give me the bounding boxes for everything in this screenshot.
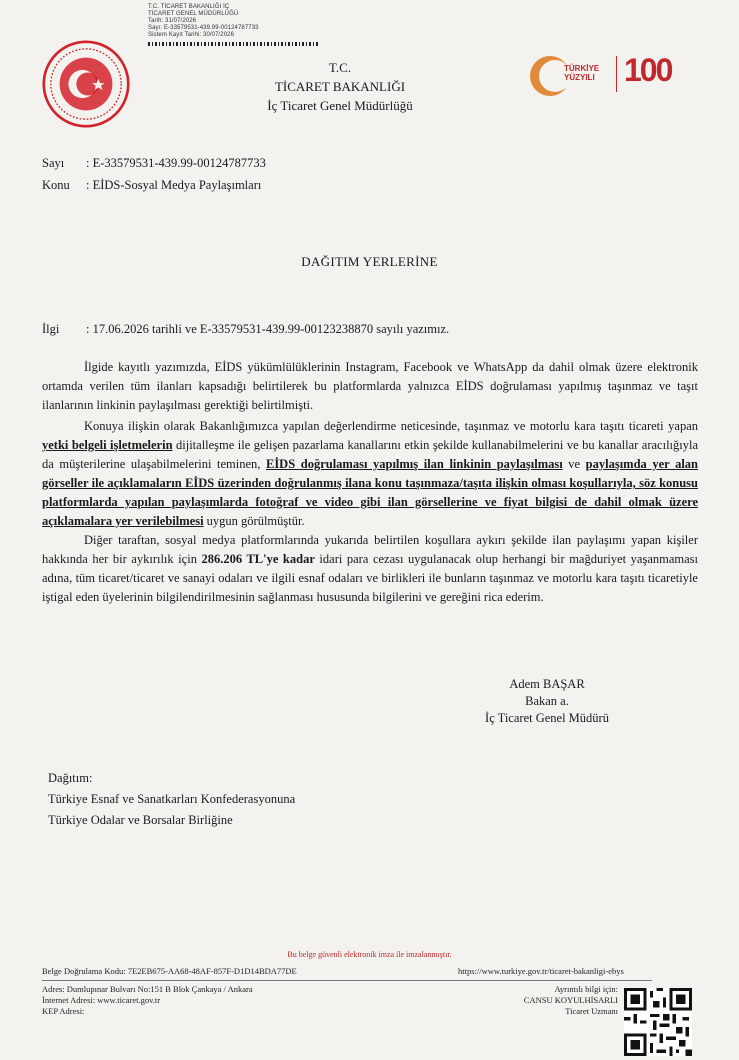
ministry-seal-logo <box>42 40 130 128</box>
sayi-label: Sayı <box>42 156 65 170</box>
footer-kep: KEP Adresi: <box>42 1006 85 1016</box>
document-stamp <box>148 4 318 46</box>
qr-code-icon <box>624 988 692 1056</box>
footer-divider <box>42 980 652 981</box>
text: Diğer taraftan, sosyal medya platformlarında yukarıda belirtilen koşullara aykırı şekilde ilan paylaşımı yapan kişiler hakkında her bir aykırılık için <box>42 533 698 566</box>
header-ministry: TİCARET BAKANLIĞI <box>274 79 406 94</box>
stamp-line: Sayı: E-33579531-439.99-00124787733 <box>148 25 259 31</box>
signatory-title: Bakan a. <box>525 694 569 708</box>
info-label: Ayrıntılı bilgi için: <box>554 984 618 994</box>
text: ve <box>562 457 586 471</box>
addressee-title: DAĞITIM YERLERİNE <box>301 254 438 269</box>
logo-100: 100 <box>624 52 672 88</box>
paragraph-2 <box>42 417 698 531</box>
letterhead <box>230 58 450 115</box>
konu-value: : EİDS-Sosyal Medya Paylaşımları <box>86 178 262 192</box>
konu-label: Konu <box>42 178 70 192</box>
ilgi-value: : 17.06.2026 tarihli ve E-33579531-439.99-00123238870 sayılı yazımız. <box>86 322 450 336</box>
emphasis: EİDS doğrulaması yapılmış ilan linkinin paylaşılması <box>265 457 563 471</box>
text: dijitalleşme ile gelişen pazarlama kanallarını etkin şekilde kullanabilmelerini ve bu kanallar aracılığıyla da müşterilerine ulaşabilmelerini teminen, <box>42 438 699 471</box>
footer-address: Adres: Dumlupınar Bulvarı No:151 B Blok Çankaya / Ankara <box>42 984 253 994</box>
verify-url[interactable]: https://www.turkiye.gov.tr/ticaret-bakanligi-ebys <box>458 966 624 976</box>
footer-web[interactable]: İnternet Adresi: www.ticaret.gov.tr <box>42 995 161 1005</box>
reference-line <box>42 322 449 337</box>
header-tc: T.C. <box>328 60 352 75</box>
distribution-item: Türkiye Odalar ve Borsalar Birliğine <box>48 813 233 827</box>
footer-info <box>482 984 618 1017</box>
text: uygun görülmüştür. <box>203 514 305 528</box>
distribution-item: Türkiye Esnaf ve Sanatkarları Konfederasyonuna <box>48 792 296 806</box>
logo-text-top: TÜRKİYE <box>564 64 600 73</box>
letter-body <box>42 358 698 607</box>
ilgi-label: İlgi <box>42 322 60 336</box>
paragraph-3 <box>42 531 698 607</box>
verify-code: Belge Doğrulama Kodu: 7E2EB675-AA68-48AF-857F-D1D14BDA77DE <box>42 966 297 976</box>
esign-note: Bu belge güvenli elektronik imza ile imzalanmıştır. <box>287 950 452 959</box>
distribution-list <box>48 768 295 831</box>
contact-title: Ticaret Uzmanı <box>565 1006 618 1016</box>
emphasis: paylaşımda yer alan görseller ile açıklamaların EİDS üzerinden doğrulanmış ilana konu taşınmaza/taşıta ilişkin olması koşullarıyla, söz konusu platformlarda yapılan paylaşımlarda fotoğraf ve video gibi ilan görsellerine ve fiyat bilgisi de dahil olmak üzere açıklamalara yer verilebilmesi <box>42 457 698 528</box>
header-department: İç Ticaret Genel Müdürlüğü <box>267 98 413 113</box>
stamp-line: TİCARET GENEL MÜDÜRLÜĞÜ <box>148 11 239 17</box>
signatory-name: Adem BAŞAR <box>509 677 585 691</box>
text: idari para cezası uygulanacak olup herhangi bir mağduriyet yaşanmaması adına, tüm ticaret/ticaret ve sanayi odaları ve ilgili esnaf odaları ve birlikleri ile bunların taşınmaz ve motorlu kara taşıtı ticaretiyle iştigal eden üyelerinin bilgilendirilmesinin sağlanması hususunda bilgilerini ve gereğini rica ederim. <box>42 552 699 604</box>
emphasis: yetki belgeli işletmelerin <box>42 438 173 452</box>
document-meta <box>42 152 266 196</box>
fine-amount: 286.206 TL'ye kadar <box>201 552 315 566</box>
barcode <box>148 42 318 46</box>
stamp-line: Tarih: 31/07/2026 <box>148 18 197 24</box>
stamp-line: T.C. TİCARET BAKANLIĞI İÇ <box>148 4 230 10</box>
sayi-value: : E-33579531-439.99-00124787733 <box>86 156 266 170</box>
logo-text-bottom: YÜZYILI <box>564 73 595 82</box>
turkiye-yuzyili-logo <box>528 52 698 102</box>
signature-block <box>462 676 632 727</box>
stamp-line: Sistem Kayıt Tarihi: 30/07/2026 <box>148 32 235 38</box>
text: Konuya ilişkin olarak Bakanlığımızca yapılan değerlendirme neticesinde, taşınmaz ve motorlu kara taşıtı ticareti yapan <box>84 419 698 433</box>
distribution-label: Dağıtım: <box>48 771 93 785</box>
contact-name: CANSU KOYULHİSARLI <box>523 995 618 1005</box>
signatory-department: İç Ticaret Genel Müdürü <box>485 711 609 725</box>
verification-line <box>42 966 642 977</box>
paragraph-1: İlgide kayıtlı yazımızda, EİDS yükümlülüklerinin Instagram, Facebook ve WhatsApp da dahil olmak üzere elektronik ortamda verilen tüm ilanları kapsadığı belirtilerek bu platformlarda yalnızca EİDS doğrulaması yapılmış taşınmaz ve taşıt ilanlarının linkinin paylaşılması gerektiği belirtilmişti. <box>42 360 698 412</box>
